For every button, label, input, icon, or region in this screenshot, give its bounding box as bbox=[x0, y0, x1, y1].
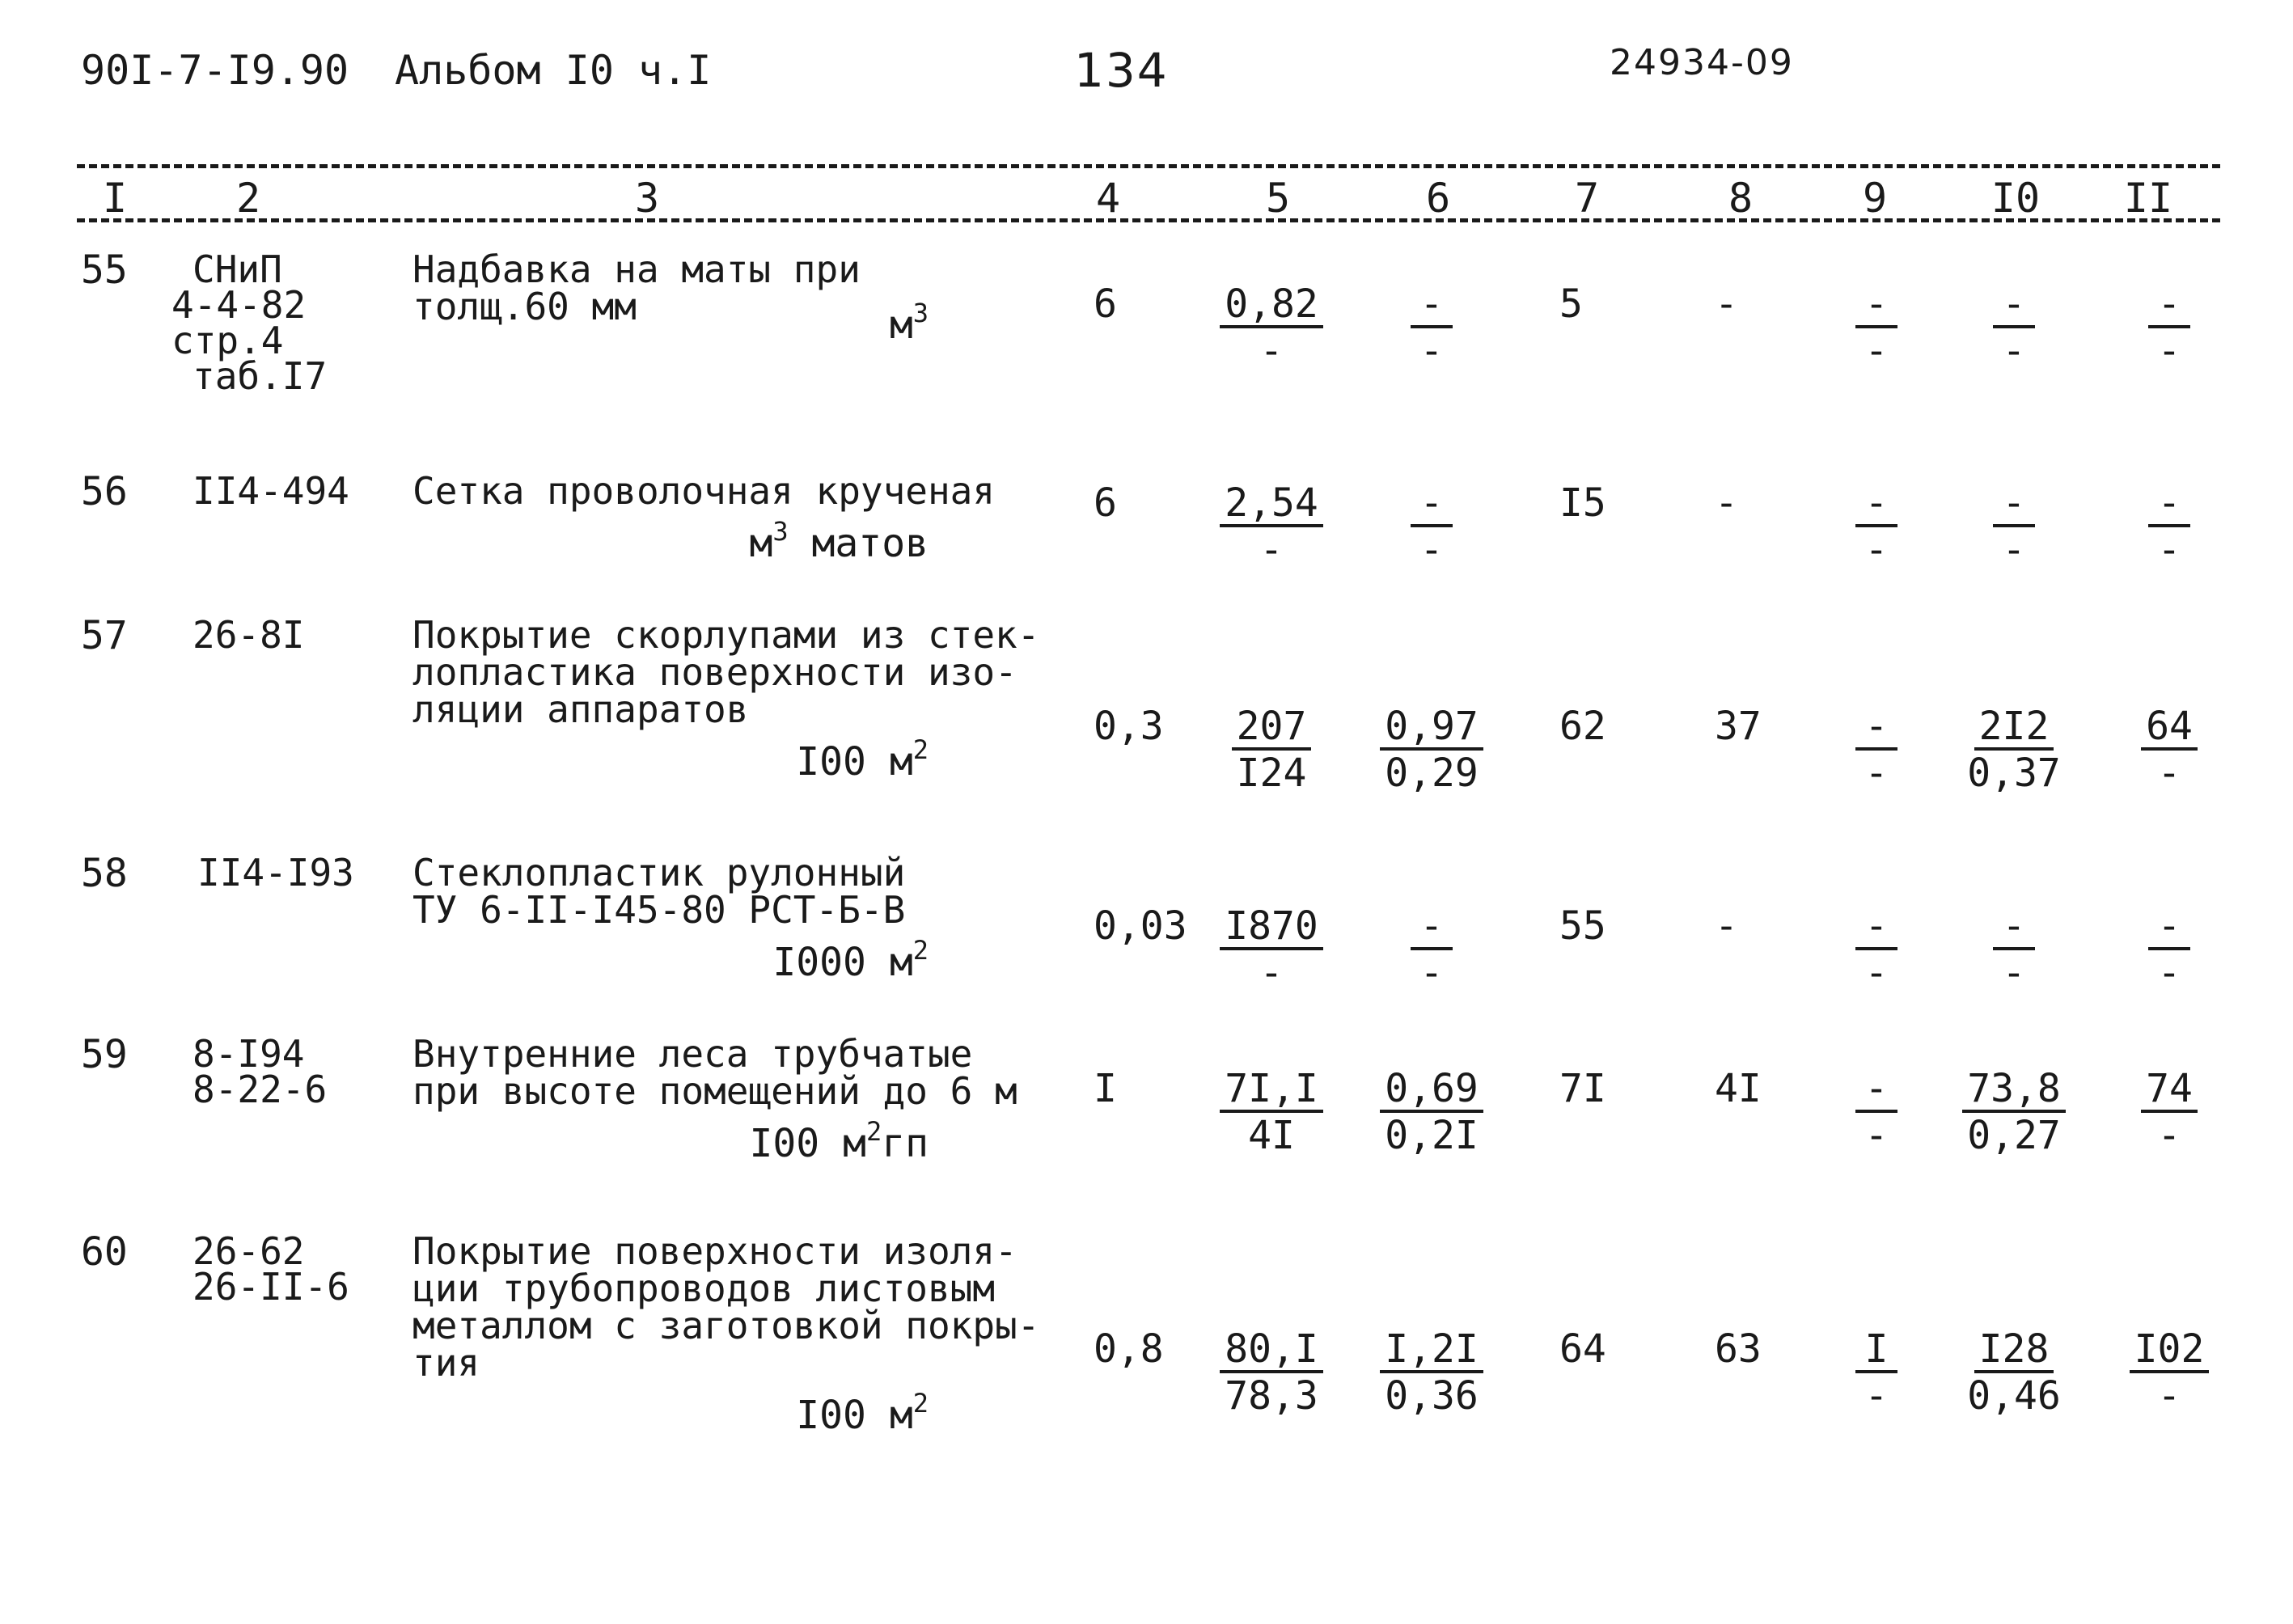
col-8-value: 37 bbox=[1715, 704, 1762, 749]
col-9-value-denominator: - bbox=[1864, 527, 1889, 573]
col-5-value-denominator: - bbox=[1259, 527, 1284, 573]
row-number: 56 bbox=[81, 469, 128, 514]
col-5-value bbox=[1215, 480, 1328, 573]
header-bottom-rule bbox=[77, 218, 2220, 222]
col-8-value: - bbox=[1715, 480, 1738, 526]
col-10-value-numerator: I28 bbox=[1974, 1330, 2054, 1373]
col-7-value: 62 bbox=[1559, 704, 1606, 749]
unit-text: I00 м bbox=[749, 1121, 866, 1166]
col-5-value-numerator: I870 bbox=[1220, 907, 1323, 950]
col-10-value-denominator: 0,27 bbox=[1967, 1113, 2061, 1158]
col-6-value-denominator: 0,2I bbox=[1385, 1113, 1479, 1158]
col-11-value-numerator: 64 bbox=[2141, 707, 2198, 751]
col-10-value bbox=[1957, 903, 2071, 996]
col-11-value-numerator: - bbox=[2148, 484, 2190, 527]
col-7-value: 7I bbox=[1559, 1066, 1606, 1111]
col-9-value-numerator: - bbox=[1855, 484, 1897, 527]
col-7-value: I5 bbox=[1559, 480, 1606, 526]
col-5-value-denominator: 4I bbox=[1248, 1113, 1295, 1158]
col-6-value bbox=[1375, 480, 1488, 573]
col-5-value bbox=[1215, 903, 1328, 996]
col-10-value bbox=[1957, 1066, 2071, 1158]
col-10-value-numerator: - bbox=[1993, 907, 2035, 950]
col-11-value bbox=[2113, 1066, 2226, 1158]
column-header: 2 bbox=[235, 175, 261, 222]
unit-exponent: 2 bbox=[912, 734, 929, 765]
col-6-value-denominator: - bbox=[1419, 950, 1444, 996]
col-5-value bbox=[1215, 1326, 1328, 1419]
col-6-value-numerator: 0,97 bbox=[1380, 707, 1483, 751]
unit-of-measure bbox=[749, 513, 929, 566]
col-9-value-numerator: - bbox=[1855, 707, 1897, 751]
col-8-value: - bbox=[1715, 903, 1738, 949]
norm-code: таб.I7 bbox=[192, 354, 328, 398]
norm-code: 8-22-6 bbox=[192, 1068, 328, 1111]
norm-code: СНиП bbox=[192, 247, 282, 291]
col-9-value-denominator: - bbox=[1864, 751, 1889, 796]
norm-code: 8-I94 bbox=[192, 1032, 305, 1076]
row-number: 55 bbox=[81, 247, 128, 293]
col-7-value: 55 bbox=[1559, 903, 1606, 949]
col-5-value-numerator: 7I,I bbox=[1220, 1069, 1323, 1113]
col-10-value bbox=[1957, 281, 2071, 374]
col-9-value-numerator: - bbox=[1855, 1069, 1897, 1113]
unit-exponent: 2 bbox=[912, 1388, 929, 1419]
work-description: Надбавка на маты при bbox=[412, 247, 861, 291]
col-11-value bbox=[2113, 480, 2226, 573]
work-description: толщ.60 мм bbox=[412, 285, 637, 328]
col-6-value bbox=[1375, 1326, 1488, 1419]
col-6-value-denominator: - bbox=[1419, 328, 1444, 374]
col-9-value bbox=[1820, 1066, 1933, 1158]
col-11-value bbox=[2113, 903, 2226, 996]
work-description: Покрытие поверхности изоля- bbox=[412, 1229, 1017, 1273]
norm-code: стр.4 bbox=[171, 319, 284, 362]
unit-of-measure bbox=[772, 932, 929, 985]
col-5-value-numerator: 2,54 bbox=[1220, 484, 1323, 527]
row-number: 60 bbox=[81, 1229, 128, 1275]
column-header: 4 bbox=[1095, 175, 1121, 222]
col-6-value-denominator: 0,36 bbox=[1385, 1373, 1479, 1419]
work-description: металлом с заготовкой покры- bbox=[412, 1304, 1040, 1347]
row-number: 57 bbox=[81, 613, 128, 658]
album-label: Альбом I0 ч.I bbox=[395, 47, 712, 94]
norm-code: 26-8I bbox=[192, 613, 305, 657]
col-6-value bbox=[1375, 281, 1488, 374]
col-10-value-denominator: - bbox=[2002, 328, 2026, 374]
col-9-value bbox=[1820, 704, 1933, 796]
col-9-value bbox=[1820, 903, 1933, 996]
col-5-value-numerator: 80,I bbox=[1220, 1330, 1323, 1373]
col-9-value-numerator: - bbox=[1855, 285, 1897, 328]
norm-code: II4-494 bbox=[192, 469, 349, 513]
work-description: Покрытие скорлупами из стек- bbox=[412, 613, 1040, 657]
column-header: 7 bbox=[1574, 175, 1600, 222]
norm-code: 26-62 bbox=[192, 1229, 305, 1273]
col-4-value: 6 bbox=[1094, 480, 1117, 526]
col-5-value-numerator: 0,82 bbox=[1220, 285, 1323, 328]
col-7-value: 64 bbox=[1559, 1326, 1606, 1372]
column-header: 9 bbox=[1862, 175, 1888, 222]
col-9-value-denominator: - bbox=[1864, 1373, 1889, 1419]
col-11-value-denominator: - bbox=[2157, 527, 2181, 573]
col-11-value-denominator: - bbox=[2157, 1373, 2181, 1419]
document-code: 90I-7-I9.90 bbox=[81, 47, 349, 94]
col-11-value bbox=[2113, 1326, 2226, 1419]
column-header: 8 bbox=[1728, 175, 1754, 222]
work-description: тия bbox=[412, 1341, 480, 1385]
col-7-value: 5 bbox=[1559, 281, 1583, 327]
col-10-value-numerator: - bbox=[1993, 484, 2035, 527]
row-number: 59 bbox=[81, 1032, 128, 1077]
col-6-value-numerator: - bbox=[1411, 484, 1453, 527]
unit-text: I000 м bbox=[772, 940, 913, 985]
col-5-value-denominator: 78,3 bbox=[1225, 1373, 1318, 1419]
col-11-value-denominator: - bbox=[2157, 751, 2181, 796]
col-11-value-denominator: - bbox=[2157, 328, 2181, 374]
col-6-value bbox=[1375, 704, 1488, 796]
col-6-value-denominator: 0,29 bbox=[1385, 751, 1479, 796]
col-10-value bbox=[1957, 1326, 2071, 1419]
column-header: I bbox=[102, 175, 128, 222]
unit-of-measure bbox=[889, 294, 929, 348]
col-11-value-numerator: - bbox=[2148, 907, 2190, 950]
col-10-value-numerator: - bbox=[1993, 285, 2035, 328]
col-10-value-numerator: 73,8 bbox=[1962, 1069, 2066, 1113]
column-header: II bbox=[2123, 175, 2173, 222]
col-4-value: 0,03 bbox=[1094, 903, 1187, 949]
col-4-value: I bbox=[1094, 1066, 1117, 1111]
col-5-value-denominator: - bbox=[1259, 328, 1284, 374]
unit-text: м bbox=[889, 302, 913, 348]
col-5-value-numerator: 207 bbox=[1232, 707, 1312, 751]
col-5-value bbox=[1215, 704, 1328, 796]
col-10-value-denominator: 0,46 bbox=[1967, 1373, 2061, 1419]
col-5-value-denominator: - bbox=[1259, 950, 1284, 996]
col-5-value bbox=[1215, 1066, 1328, 1158]
col-11-value-denominator: - bbox=[2157, 950, 2181, 996]
col-4-value: 0,8 bbox=[1094, 1326, 1164, 1372]
unit-text: I00 м bbox=[796, 739, 913, 785]
row-number: 58 bbox=[81, 851, 128, 896]
col-11-value-numerator: I02 bbox=[2130, 1330, 2210, 1373]
col-11-value-numerator: - bbox=[2148, 285, 2190, 328]
col-9-value-numerator: I bbox=[1855, 1330, 1897, 1373]
unit-exponent: 3 bbox=[912, 298, 929, 328]
col-10-value-denominator: - bbox=[2002, 527, 2026, 573]
col-8-value: 63 bbox=[1715, 1326, 1762, 1372]
col-6-value-numerator: I,2I bbox=[1380, 1330, 1483, 1373]
work-description: ции трубопроводов листовым bbox=[412, 1267, 996, 1310]
col-9-value-denominator: - bbox=[1864, 328, 1889, 374]
inventory-number: 24934-09 bbox=[1610, 42, 1794, 83]
col-10-value bbox=[1957, 480, 2071, 573]
col-10-value-denominator: - bbox=[2002, 950, 2026, 996]
col-6-value-numerator: - bbox=[1411, 907, 1453, 950]
col-10-value bbox=[1957, 704, 2071, 796]
col-10-value-numerator: 2I2 bbox=[1974, 707, 2054, 751]
unit-of-measure bbox=[796, 731, 929, 785]
col-9-value bbox=[1820, 281, 1933, 374]
col-8-value: - bbox=[1715, 281, 1738, 327]
work-description: Стеклопластик рулонный bbox=[412, 851, 906, 894]
unit-exponent: 2 bbox=[912, 935, 929, 966]
work-description: ТУ 6-II-I45-80 РСТ-Б-В bbox=[412, 888, 906, 932]
col-11-value-denominator: - bbox=[2157, 1113, 2181, 1158]
unit-text: м bbox=[749, 521, 773, 566]
unit-suffix: матов bbox=[788, 521, 929, 566]
col-9-value-denominator: - bbox=[1864, 1113, 1889, 1158]
norm-code: 4-4-82 bbox=[171, 283, 307, 327]
col-8-value: 4I bbox=[1715, 1066, 1762, 1111]
col-11-value bbox=[2113, 281, 2226, 374]
col-6-value bbox=[1375, 1066, 1488, 1158]
header-top-rule bbox=[77, 164, 2220, 168]
column-header: 6 bbox=[1425, 175, 1451, 222]
work-description: при высоте помещений до 6 м bbox=[412, 1069, 1017, 1113]
work-description: лопластика поверхности изо- bbox=[412, 650, 1017, 694]
col-9-value-numerator: - bbox=[1855, 907, 1897, 950]
col-11-value-numerator: 74 bbox=[2141, 1069, 2198, 1113]
col-9-value bbox=[1820, 1326, 1933, 1419]
col-6-value bbox=[1375, 903, 1488, 996]
unit-exponent: 3 bbox=[772, 516, 789, 547]
column-header: 5 bbox=[1265, 175, 1291, 222]
col-4-value: 0,3 bbox=[1094, 704, 1164, 749]
page-number: 134 bbox=[1074, 43, 1169, 98]
unit-exponent: 2 bbox=[865, 1116, 882, 1147]
col-11-value bbox=[2113, 704, 2226, 796]
unit-text: I00 м bbox=[796, 1393, 913, 1438]
column-header: I0 bbox=[1991, 175, 2041, 222]
norm-code: 26-II-6 bbox=[192, 1265, 349, 1309]
unit-of-measure bbox=[749, 1113, 929, 1166]
col-10-value-denominator: 0,37 bbox=[1967, 751, 2061, 796]
col-6-value-denominator: - bbox=[1419, 527, 1444, 573]
col-9-value-denominator: - bbox=[1864, 950, 1889, 996]
unit-suffix: гп bbox=[882, 1121, 929, 1166]
work-description: Внутренние леса трубчатые bbox=[412, 1032, 973, 1076]
column-header: 3 bbox=[634, 175, 660, 222]
col-4-value: 6 bbox=[1094, 281, 1117, 327]
work-description: ляции аппаратов bbox=[412, 687, 749, 731]
col-9-value bbox=[1820, 480, 1933, 573]
col-6-value-numerator: - bbox=[1411, 285, 1453, 328]
work-description: Сетка проволочная крученая bbox=[412, 469, 996, 513]
col-5-value bbox=[1215, 281, 1328, 374]
norm-code: II4-I93 bbox=[197, 851, 354, 894]
unit-of-measure bbox=[796, 1385, 929, 1438]
col-6-value-numerator: 0,69 bbox=[1380, 1069, 1483, 1113]
col-5-value-denominator: I24 bbox=[1236, 751, 1307, 796]
